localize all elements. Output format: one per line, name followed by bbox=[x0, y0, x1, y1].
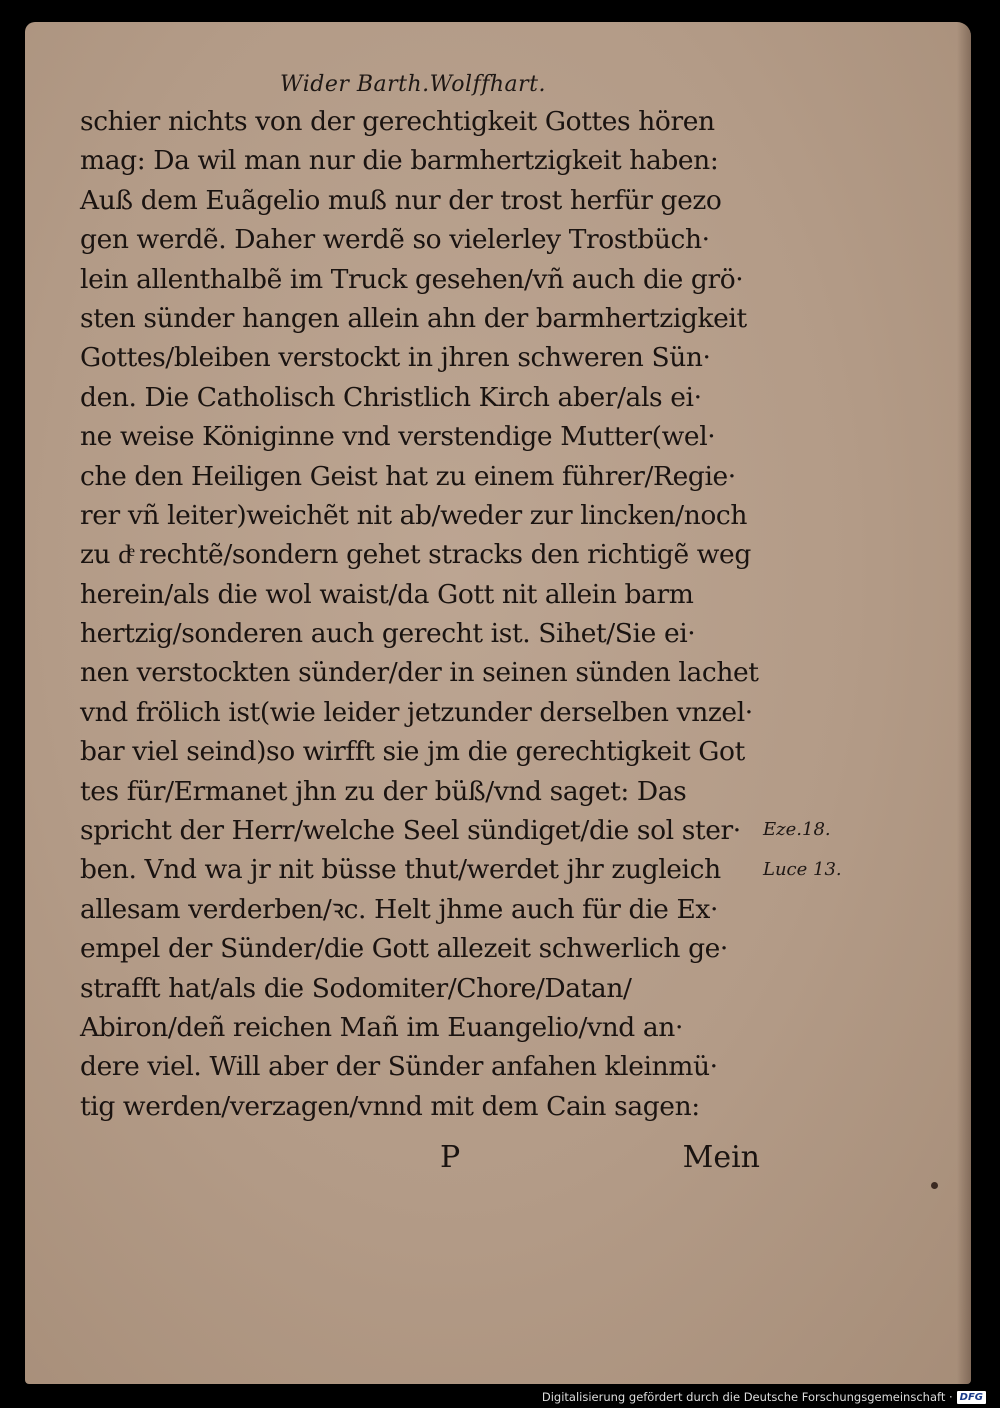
margin-note: Luce 13. bbox=[763, 858, 842, 880]
text-line: lein allenthalbẽ im Truck gesehen/vñ auch die grö· bbox=[80, 263, 744, 295]
page-edge-shadow bbox=[957, 22, 971, 1384]
ink-spot bbox=[931, 1182, 938, 1189]
text-line: empel der Sünder/die Gott allezeit schwerlich ge· bbox=[80, 933, 728, 965]
text-line: dere viel. Will aber der Sünder anfahen kleinmü· bbox=[80, 1051, 718, 1083]
footer-credit bbox=[542, 1388, 986, 1406]
text-line: hertzig/sonderen auch gerecht ist. Sihet/Sie ei· bbox=[80, 618, 696, 650]
running-head: Wider Barth.Wolffhart. bbox=[280, 72, 546, 97]
text-line: mag: Da wil man nur die barmhertzigkeit haben: bbox=[80, 145, 719, 177]
margin-note: Eze.18. bbox=[763, 819, 831, 841]
text-line: strafft hat/als die Sodomiter/Chore/Datan/ bbox=[80, 972, 632, 1004]
text-line: vnd frölich ist(wie leider jetzunder derselben vnzel· bbox=[80, 696, 753, 728]
text-block bbox=[80, 102, 760, 1126]
text-line: gen werdẽ. Daher werdẽ so vielerley Trostbüch· bbox=[80, 224, 710, 256]
text-line: ben. Vnd wa jr nit büsse thut/werdet jhr zugleich bbox=[80, 854, 721, 886]
text-line: schier nichts von der gerechtigkeit Gottes hören bbox=[80, 106, 715, 137]
text-line: allesam verderben/ꝛc. Helt jhme auch für die Ex· bbox=[80, 893, 718, 925]
text-line: nen verstockten sünder/der in seinen sünden lachet bbox=[80, 657, 759, 689]
text-line: Auß dem Euãgelio muß nur der trost herfür gezo bbox=[80, 184, 722, 216]
text-line: Abiron/deñ reichen Mañ im Euangelio/vnd an· bbox=[80, 1011, 683, 1043]
catchword-line bbox=[80, 1140, 760, 1180]
footer-credit-text: Digitalisierung gefördert durch die Deutsche Forschungsgemeinschaft · bbox=[541, 1390, 953, 1404]
signature-mark: P bbox=[440, 1140, 461, 1175]
text-line: tig werden/verzagen/vnnd mit dem Cain sagen: bbox=[80, 1090, 700, 1122]
book-page bbox=[25, 22, 971, 1384]
text-line: ne weise Königinne vnd verstendige Mutter(wel· bbox=[80, 421, 716, 453]
text-line: herein/als die wol waist/da Gott nit allein barm bbox=[80, 578, 694, 610]
text-line: bar viel seind)so wirfft sie jm die gerechtigkeit Got bbox=[80, 736, 745, 768]
dfg-logo: DFG bbox=[957, 1391, 986, 1404]
text-line: tes für/Ermanet jhn zu der büß/vnd saget: Das bbox=[80, 775, 687, 807]
text-line: Gottes/bleiben verstockt in jhren schweren Sün· bbox=[80, 342, 711, 374]
text-line: spricht der Herr/welche Seel sündiget/die sol ster· bbox=[80, 815, 741, 847]
text-line: sten sünder hangen allein ahn der barmhertzigkeit bbox=[80, 302, 747, 334]
text-line: den. Die Catholisch Christlich Kirch aber/als ei· bbox=[80, 381, 702, 413]
catchword: Mein bbox=[682, 1140, 760, 1175]
text-line: che den Heiligen Geist hat zu einem führer/Regie· bbox=[80, 460, 736, 492]
text-line: rer vñ leiter)weichẽt nit ab/weder zur lincken/noch bbox=[80, 499, 748, 531]
text-line: zu dͤ rechtẽ/sondern gehet stracks den richtigẽ weg bbox=[80, 539, 751, 571]
